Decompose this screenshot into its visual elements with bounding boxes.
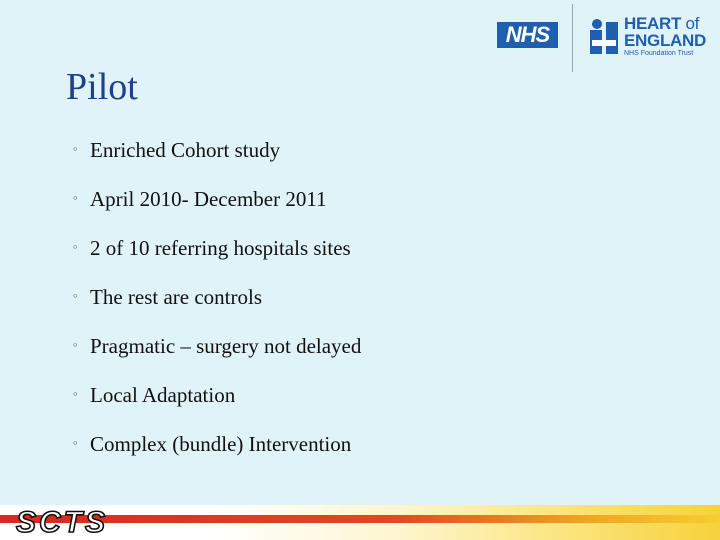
bullet-icon: ◦ xyxy=(72,437,79,450)
bullet-icon: ◦ xyxy=(72,290,79,303)
bullet-text: Pragmatic – surgery not delayed xyxy=(90,334,362,358)
heart-of-england-logo-icon xyxy=(588,16,620,56)
bullet-item xyxy=(72,136,361,185)
trust-name xyxy=(624,15,706,58)
bullet-text: April 2010- December 2011 xyxy=(90,187,327,211)
bullet-text: Local Adaptation xyxy=(90,383,236,407)
bullet-item xyxy=(72,430,361,479)
trust-name-line1: HEART xyxy=(624,14,682,33)
bullet-text: Enriched Cohort study xyxy=(90,138,281,162)
logo-divider xyxy=(572,4,573,72)
bullet-text: 2 of 10 referring hospitals sites xyxy=(90,236,351,260)
bullet-item xyxy=(72,332,361,381)
bullet-icon: ◦ xyxy=(72,339,79,352)
bullet-item xyxy=(72,381,361,430)
trust-name-of: of xyxy=(685,14,700,33)
slide-title: Pilot xyxy=(66,66,138,108)
bullet-item xyxy=(72,283,361,332)
bullet-icon: ◦ xyxy=(72,192,79,205)
trust-name-line2: ENGLAND xyxy=(624,31,706,50)
scts-logo: SCTS xyxy=(16,506,109,539)
bullet-item xyxy=(72,234,361,283)
bullet-item xyxy=(72,185,361,234)
trust-name-line3: NHS Foundation Trust xyxy=(624,50,694,57)
bullet-icon: ◦ xyxy=(72,388,79,401)
bullet-text: The rest are controls xyxy=(90,285,263,309)
nhs-logo: NHS xyxy=(497,22,558,48)
bullet-icon: ◦ xyxy=(72,241,79,254)
bullet-icon: ◦ xyxy=(72,143,79,156)
bullet-list xyxy=(72,136,361,479)
bullet-text: Complex (bundle) Intervention xyxy=(90,432,352,456)
